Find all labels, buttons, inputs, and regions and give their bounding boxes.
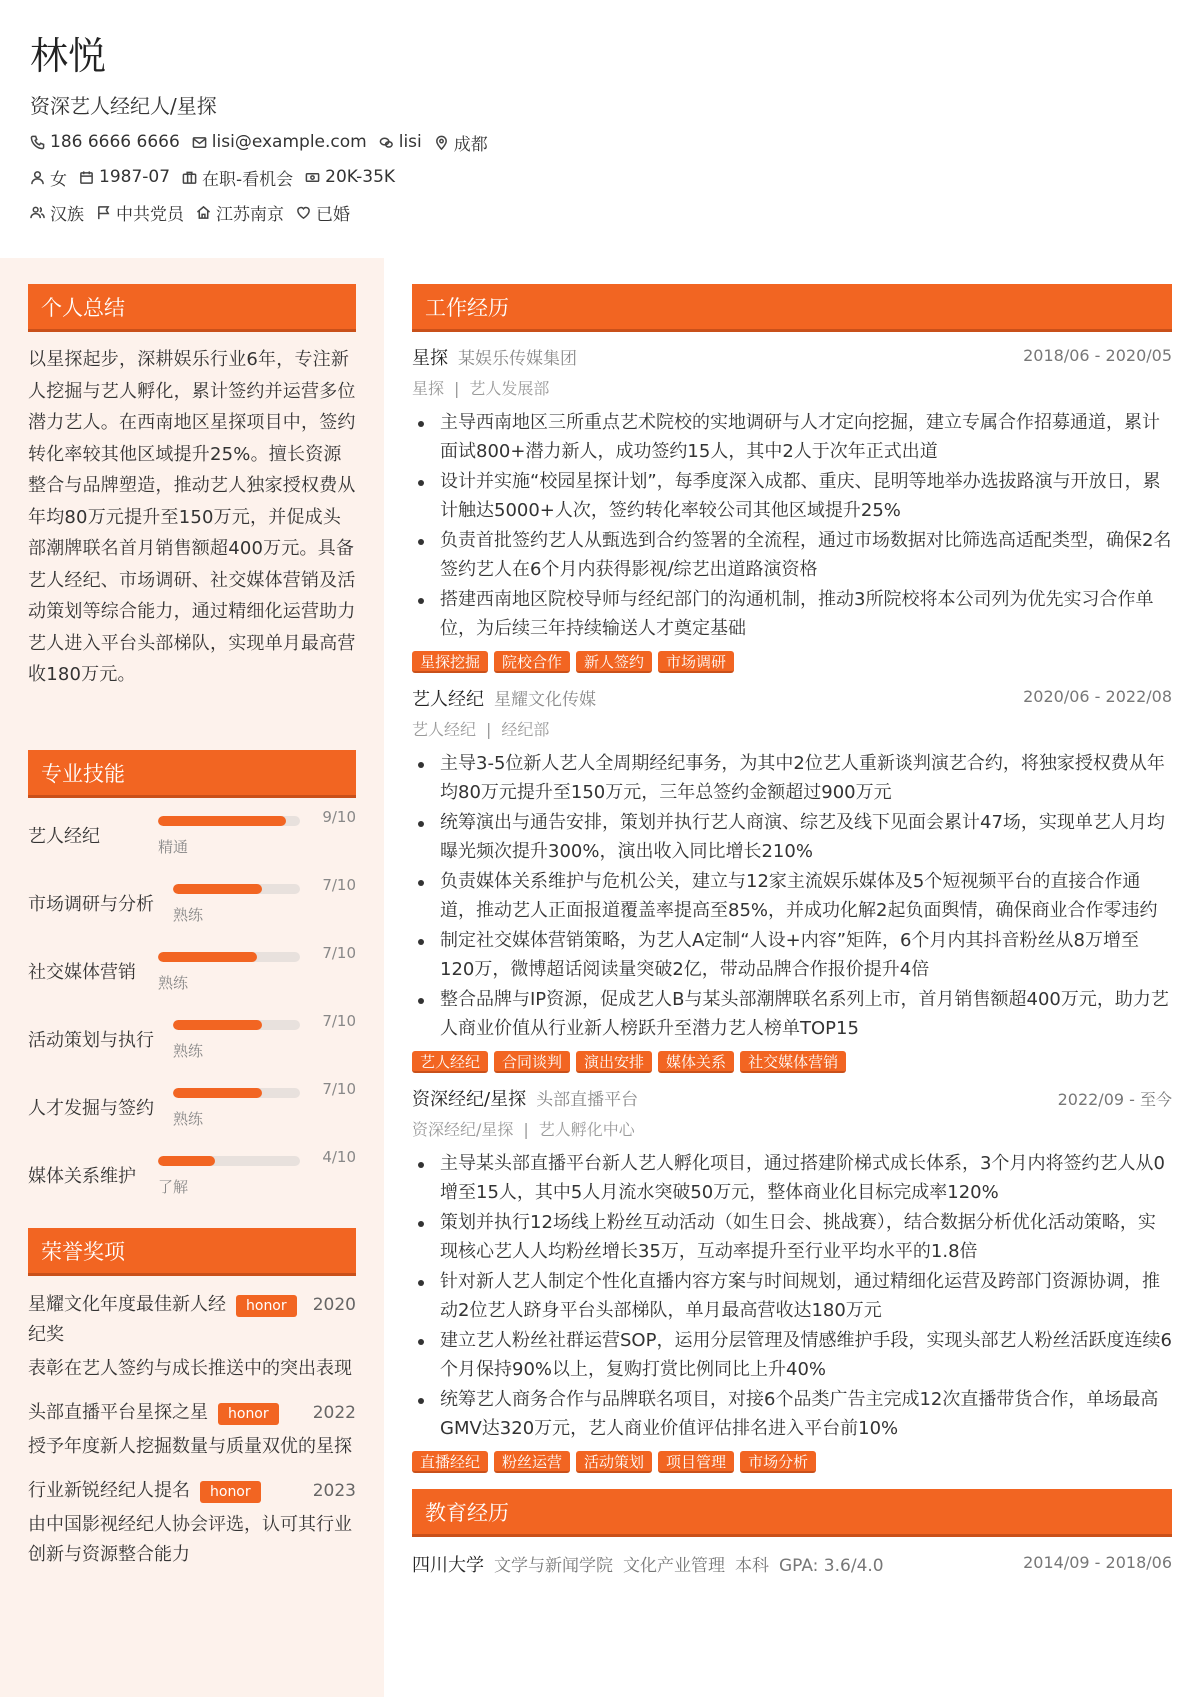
skill-bar-fill bbox=[158, 952, 257, 962]
skill-row bbox=[28, 1142, 356, 1210]
awards-heading: 荣誉奖项 bbox=[28, 1228, 356, 1276]
marital-text: 已婚 bbox=[316, 204, 350, 225]
skill-name: 人才发掘与签约 bbox=[28, 1098, 154, 1119]
skill-row bbox=[28, 870, 356, 938]
job-bullet: 主导西南地区三所重点艺术院校的实地调研与人才定向挖掘，建立专属合作招募通道，累计面试800+潜力新人，成功签约15人，其中2人于次年正式出道 bbox=[412, 408, 1172, 466]
left-column bbox=[0, 258, 384, 1697]
skill-name: 艺人经纪 bbox=[28, 826, 100, 847]
award-name: 头部直播平台星探之星 bbox=[28, 1402, 208, 1423]
skill-tag: 媒体关系 bbox=[658, 1051, 734, 1073]
honor-badge: honor bbox=[200, 1481, 261, 1503]
ethnicity-item bbox=[30, 200, 84, 225]
job-bullet: 主导某头部直播平台新人艺人孵化项目，通过搭建阶梯式成长体系，3个月内将签约艺人从0增至15人，其中5人月流水突破50万元，整体商业化目标完成率120% bbox=[412, 1149, 1172, 1207]
skill-tag: 市场调研 bbox=[658, 651, 734, 673]
email-item[interactable] bbox=[192, 132, 367, 152]
job-company: 星耀文化传媒 bbox=[494, 690, 596, 710]
job-entry bbox=[412, 344, 1172, 673]
job-role: 艺人经纪 bbox=[412, 689, 484, 710]
gender-item bbox=[30, 165, 67, 190]
salary-text: 20K-35K bbox=[325, 167, 396, 187]
job-bullet: 策划并执行12场线上粉丝互动活动（如生日会、挑战赛），结合数据分析优化活动策略，实现核心艺人人均粉丝增长35万，互动率提升至行业平均水平的1.8倍 bbox=[412, 1208, 1172, 1266]
job-bullet: 针对新人艺人制定个性化直播内容方案与时间规划，通过精细化运营及跨部门资源协调，推动2位艺人跻身平台头部梯队，单月最高营收达180万元 bbox=[412, 1267, 1172, 1325]
wechat-item bbox=[379, 132, 422, 152]
skill-bar-fill bbox=[173, 1088, 262, 1098]
job-entry bbox=[412, 1085, 1172, 1473]
politics-text: 中共党员 bbox=[116, 204, 184, 225]
skill-tag: 社交媒体营销 bbox=[740, 1051, 846, 1073]
skill-row bbox=[28, 938, 356, 1006]
skills-heading: 专业技能 bbox=[28, 750, 356, 798]
person-icon bbox=[30, 170, 45, 185]
skill-bar bbox=[158, 952, 300, 962]
job-header bbox=[412, 1085, 1172, 1113]
skill-row bbox=[28, 802, 356, 870]
education-section bbox=[412, 1489, 1172, 1581]
skill-level: 熟练 bbox=[173, 906, 204, 924]
skill-tag: 粉丝运营 bbox=[494, 1451, 570, 1473]
skill-bar-fill bbox=[158, 816, 286, 826]
background-row bbox=[30, 199, 1170, 225]
skill-bar-fill bbox=[158, 1156, 215, 1166]
job-department: 艺人发展部 bbox=[469, 379, 550, 398]
phone-text: 186 6666 6666 bbox=[50, 132, 180, 152]
job-title: 星探 bbox=[412, 379, 445, 398]
heart-icon bbox=[296, 205, 311, 220]
job-bullet: 搭建西南地区院校导师与经纪部门的沟通机制，推动3所院校将本公司列为优先实习合作单位，为后续三年持续输送人才奠定基础 bbox=[412, 585, 1172, 643]
work-section bbox=[412, 284, 1172, 1473]
job-bullet: 统筹艺人商务合作与品牌联名项目，对接6个品类广告主完成12次直播带货合作，单场最高GMV达320万元，艺人商业价值评估排名进入平台前10% bbox=[412, 1385, 1172, 1443]
personal-row bbox=[30, 164, 1170, 190]
award-name: 行业新锐经纪人提名 bbox=[28, 1480, 190, 1501]
job-bullet: 负责首批签约艺人从甄选到合约签署的全流程，通过市场数据对比筛选高适配类型，确保2名签约艺人在6个月内获得影视/综艺出道路演资格 bbox=[412, 526, 1172, 584]
awards-list bbox=[28, 1290, 356, 1570]
skill-bar bbox=[173, 1020, 300, 1030]
award-item bbox=[28, 1398, 356, 1462]
skill-level: 熟练 bbox=[173, 1042, 204, 1060]
phone-item[interactable] bbox=[30, 132, 180, 152]
jobs-list bbox=[412, 344, 1172, 1473]
job-tags bbox=[412, 651, 1172, 673]
education-college: 文学与新闻学院 bbox=[494, 1556, 613, 1576]
flag-icon bbox=[96, 205, 111, 220]
job-role: 资深经纪/星探 bbox=[412, 1089, 527, 1110]
home-icon bbox=[196, 205, 211, 220]
skill-tag: 直播经纪 bbox=[412, 1451, 488, 1473]
skill-bar-fill bbox=[173, 1020, 262, 1030]
skill-bar bbox=[173, 1088, 300, 1098]
right-column bbox=[412, 258, 1172, 1581]
skill-score: 7/10 bbox=[322, 944, 356, 962]
skill-tag: 合同谈判 bbox=[494, 1051, 570, 1073]
job-bullet: 负责媒体关系维护与危机公关，建立与12家主流娱乐媒体及5个短视频平台的直接合作通道，推动艺人正面报道覆盖率提高至85%，并成功化解2起负面舆情，确保商业合作零违约 bbox=[412, 867, 1172, 925]
cash-icon bbox=[305, 170, 320, 185]
award-header bbox=[28, 1290, 356, 1350]
honor-badge: honor bbox=[218, 1403, 279, 1425]
skill-bar bbox=[158, 1156, 300, 1166]
skill-name: 市场调研与分析 bbox=[28, 894, 154, 915]
skills-section bbox=[28, 750, 356, 1210]
skill-bar bbox=[158, 816, 300, 826]
job-tags bbox=[412, 1051, 1172, 1073]
candidate-name: 林悦 bbox=[30, 34, 107, 78]
phone-icon bbox=[30, 135, 45, 150]
separator: | bbox=[454, 379, 460, 398]
skill-score: 7/10 bbox=[322, 1080, 356, 1098]
job-subtitle bbox=[412, 717, 1172, 743]
skill-name: 活动策划与执行 bbox=[28, 1030, 154, 1051]
wechat-text: lisi bbox=[398, 132, 422, 152]
hometown-item bbox=[196, 200, 284, 225]
separator: | bbox=[486, 720, 492, 739]
job-title: 艺人经纪 bbox=[412, 720, 477, 739]
contact-row bbox=[30, 129, 1170, 155]
skill-level: 熟练 bbox=[158, 974, 189, 992]
location-item bbox=[434, 130, 488, 155]
education-gpa: GPA: 3.6/4.0 bbox=[779, 1556, 884, 1576]
location-pin-icon bbox=[434, 135, 449, 150]
hometown-text: 江苏南京 bbox=[216, 204, 284, 225]
skill-level: 精通 bbox=[158, 838, 189, 856]
skill-level: 了解 bbox=[158, 1178, 189, 1196]
education-major: 文化产业管理 bbox=[623, 1556, 725, 1576]
work-heading: 工作经历 bbox=[412, 284, 1172, 332]
job-company: 某娱乐传媒集团 bbox=[458, 349, 577, 369]
job-bullets bbox=[412, 749, 1172, 1043]
award-year: 2022 bbox=[312, 1403, 356, 1423]
wechat-icon bbox=[379, 135, 394, 150]
job-company: 头部直播平台 bbox=[536, 1090, 639, 1110]
award-year: 2023 bbox=[312, 1481, 356, 1501]
calendar-icon bbox=[79, 170, 94, 185]
job-entry bbox=[412, 685, 1172, 1073]
summary-section bbox=[28, 284, 356, 691]
skill-tag: 星探挖掘 bbox=[412, 651, 488, 673]
skill-tag: 演出安排 bbox=[576, 1051, 652, 1073]
skill-tag: 新人签约 bbox=[576, 651, 652, 673]
resume-header bbox=[30, 30, 1170, 240]
skill-tag: 市场分析 bbox=[740, 1451, 816, 1473]
location-text: 成都 bbox=[453, 134, 488, 155]
skill-tag: 艺人经纪 bbox=[412, 1051, 488, 1073]
status-text: 在职-看机会 bbox=[202, 169, 294, 190]
separator: | bbox=[523, 1120, 529, 1139]
job-department: 艺人孵化中心 bbox=[538, 1120, 635, 1139]
status-item bbox=[182, 165, 293, 190]
marital-item bbox=[296, 200, 350, 225]
job-role: 星探 bbox=[412, 348, 448, 369]
skill-score: 7/10 bbox=[322, 1012, 356, 1030]
job-bullet: 设计并实施“校园星探计划”，每季度深入成都、重庆、昆明等地举办选拔路演与开放日，累计触达5000+人次，签约转化率较公司其他区域提升25% bbox=[412, 467, 1172, 525]
skill-bar-fill bbox=[173, 884, 262, 894]
award-header bbox=[28, 1398, 356, 1428]
job-date: 2022/09 - 至今 bbox=[1057, 1090, 1172, 1109]
honor-badge: honor bbox=[236, 1295, 297, 1317]
award-item bbox=[28, 1476, 356, 1570]
award-item bbox=[28, 1290, 356, 1384]
education-entry bbox=[412, 1551, 1172, 1581]
candidate-title: 资深艺人经纪人/星探 bbox=[30, 94, 217, 118]
skill-name: 社交媒体营销 bbox=[28, 962, 136, 983]
job-tags bbox=[412, 1451, 1172, 1473]
award-description: 表彰在艺人签约与成长推送中的突出表现 bbox=[28, 1358, 352, 1379]
skill-score: 4/10 bbox=[322, 1148, 356, 1166]
education-school: 四川大学 bbox=[412, 1555, 484, 1576]
job-bullet: 整合品牌与IP资源，促成艺人B与某头部潮牌联名系列上市，首月销售额超400万元，助力艺人商业价值从行业新人榜跃升至潜力艺人榜单TOP15 bbox=[412, 985, 1172, 1043]
job-department: 经纪部 bbox=[501, 720, 550, 739]
education-heading: 教育经历 bbox=[412, 1489, 1172, 1537]
skill-tag: 项目管理 bbox=[658, 1451, 734, 1473]
job-subtitle bbox=[412, 376, 1172, 402]
award-name: 星耀文化年度最佳新人经纪奖 bbox=[28, 1294, 226, 1345]
skill-tag: 院校合作 bbox=[494, 651, 570, 673]
skill-score: 9/10 bbox=[322, 808, 356, 826]
job-bullet: 主导3-5位新人艺人全周期经纪事务，为其中2位艺人重新谈判演艺合约，将独家授权费从年均80万元提升至150万元，三年总签约金额超过900万元 bbox=[412, 749, 1172, 807]
email-text: lisi@example.com bbox=[211, 132, 367, 152]
job-title: 资深经纪/星探 bbox=[412, 1120, 514, 1139]
briefcase-icon bbox=[182, 170, 197, 185]
skill-bar bbox=[173, 884, 300, 894]
ethnicity-text: 汉族 bbox=[50, 204, 84, 225]
group-icon bbox=[30, 205, 45, 220]
skill-row bbox=[28, 1006, 356, 1074]
award-description: 由中国影视经纪人协会评选，认可其行业创新与资源整合能力 bbox=[28, 1514, 352, 1565]
job-date: 2018/06 - 2020/05 bbox=[1023, 346, 1172, 365]
birth-text: 1987-07 bbox=[99, 167, 171, 187]
job-bullet: 统筹演出与通告安排，策划并执行艺人商演、综艺及线下见面会累计47场，实现单艺人月均曝光频次提升300%，演出收入同比增长210% bbox=[412, 808, 1172, 866]
award-header bbox=[28, 1476, 356, 1506]
skill-tag: 活动策划 bbox=[576, 1451, 652, 1473]
politics-item bbox=[96, 200, 184, 225]
skill-score: 7/10 bbox=[322, 876, 356, 894]
skill-level: 熟练 bbox=[173, 1110, 204, 1128]
skills-list bbox=[28, 802, 356, 1210]
summary-text: 以星探起步，深耕娱乐行业6年，专注新人挖掘与艺人孵化，累计签约并运营多位潜力艺人。在西南地区星探项目中，签约转化率较其他区域提升25%。擅长资源整合与品牌塑造，推动艺人独家授权费从年均80万元提升至150万元，并促成头部潮牌联名首月销售额超400万元。具备艺人经纪、市场调研、社交媒体营销及活动策划等综合能力，通过精细化运营助力艺人进入平台头部梯队，实现单月最高营收180万元。 bbox=[28, 349, 356, 685]
birth-item bbox=[79, 167, 170, 187]
job-header bbox=[412, 344, 1172, 372]
award-description: 授予年度新人挖掘数量与质量双优的星探 bbox=[28, 1436, 352, 1457]
job-bullet: 建立艺人粉丝社群运营SOP，运用分层管理及情感维护手段，实现头部艺人粉丝活跃度连续6个月保持90%以上，复购打赏比例同比上升40% bbox=[412, 1326, 1172, 1384]
job-subtitle bbox=[412, 1117, 1172, 1143]
job-date: 2020/06 - 2022/08 bbox=[1023, 687, 1172, 706]
mail-icon bbox=[192, 135, 207, 150]
job-bullets bbox=[412, 1149, 1172, 1443]
award-year: 2020 bbox=[312, 1295, 356, 1315]
job-bullet: 制定社交媒体营销策略，为艺人A定制“人设+内容”矩阵，6个月内其抖音粉丝从8万增至120万，微博超话阅读量突破2亿，带动品牌合作报价提升4倍 bbox=[412, 926, 1172, 984]
job-header bbox=[412, 685, 1172, 713]
summary-heading: 个人总结 bbox=[28, 284, 356, 332]
education-date: 2014/09 - 2018/06 bbox=[1023, 1553, 1172, 1572]
gender-text: 女 bbox=[50, 169, 67, 190]
education-degree: 本科 bbox=[735, 1556, 769, 1576]
salary-item bbox=[305, 167, 395, 187]
skill-name: 媒体关系维护 bbox=[28, 1166, 136, 1187]
skill-row bbox=[28, 1074, 356, 1142]
awards-section bbox=[28, 1228, 356, 1570]
job-bullets bbox=[412, 408, 1172, 643]
